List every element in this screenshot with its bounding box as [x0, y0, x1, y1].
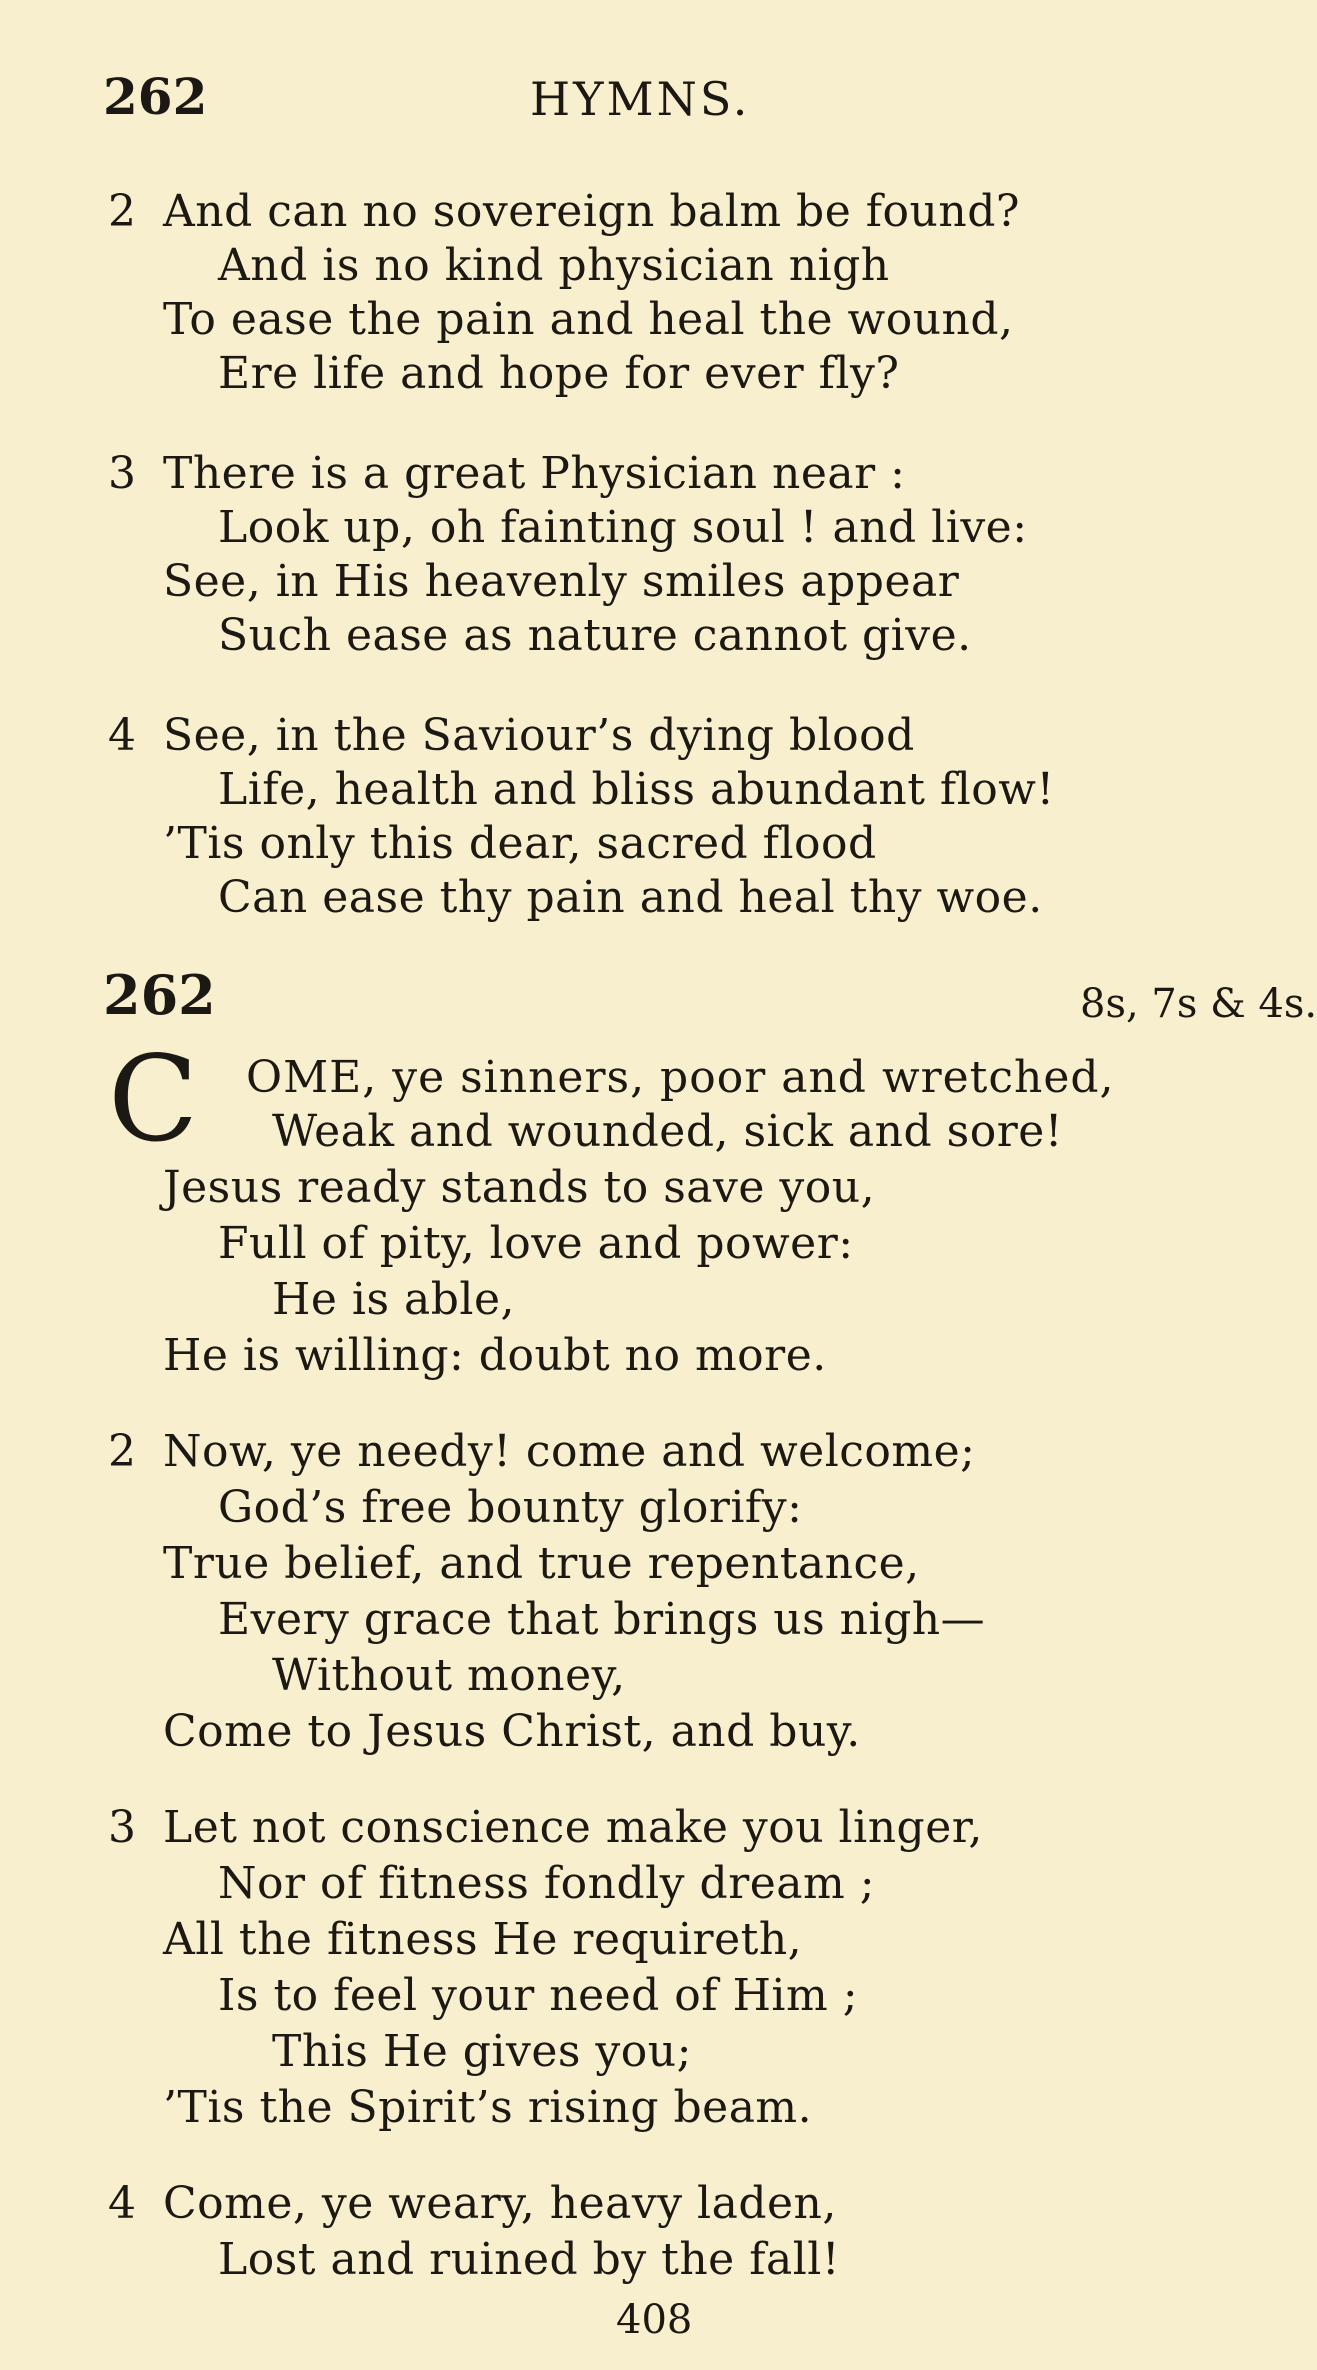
verse-line: To ease the pain and heal the wound, [163, 294, 1014, 345]
verse-line: And is no kind physician nigh [218, 240, 890, 291]
verse-line: He is able, [272, 1274, 516, 1325]
verse-line: Jesus ready stands to save you, [163, 1162, 876, 1213]
verse-line: There is a great Physician near : [163, 448, 906, 499]
verse-line: God’s free bounty glorify: [218, 1482, 803, 1533]
verse-line: He is willing: doubt no more. [163, 1330, 827, 1381]
stanza-number: 3 [108, 1802, 136, 1853]
verse-line: Is to feel your need of Him ; [218, 1970, 859, 2021]
stanza-number: 2 [108, 186, 136, 237]
verse-line: Now, ye needy! come and welcome; [163, 1426, 976, 1477]
verse-line: Life, health and bliss abundant flow! [218, 764, 1055, 815]
verse-line: Every grace that brings us nigh— [218, 1594, 986, 1645]
verse-line: And can no sovereign balm be found? [163, 186, 1020, 237]
verse-line: Lost and ruined by the fall! [218, 2234, 841, 2285]
stanza-number: 4 [108, 2178, 136, 2229]
verse-line: Come to Jesus Christ, and buy. [163, 1706, 861, 1757]
header-title: HYMNS. [530, 72, 751, 126]
hymn-number: 262 [103, 963, 216, 1027]
verse-line: Come, ye weary, heavy laden, [163, 2178, 837, 2229]
verse-line: Nor of fitness fondly dream ; [218, 1858, 876, 1909]
stanza-number: 4 [108, 710, 136, 761]
verse-line: True belief, and true repentance, [163, 1538, 920, 1589]
verse-line: Look up, oh fainting soul ! and live: [218, 502, 1028, 553]
verse-line: Weak and wounded, sick and sore! [272, 1106, 1063, 1157]
header-page-number: 262 [103, 67, 208, 126]
drop-cap: C [108, 1030, 199, 1168]
stanza-number: 2 [108, 1426, 136, 1477]
first-line: OME, ye sinners, poor and wretched, [246, 1052, 1115, 1103]
hymn-meter: 8s, 7s & 4s. [1080, 981, 1317, 1027]
verse-line: See, in His heavenly smiles appear [163, 556, 960, 607]
verse-line: This He gives you; [272, 2026, 692, 2077]
verse-line: See, in the Saviour’s dying blood [163, 710, 915, 761]
verse-line: All the fitness He requireth, [163, 1914, 803, 1965]
stanza-number: 3 [108, 448, 136, 499]
verse-line: ’Tis the Spirit’s rising beam. [163, 2082, 813, 2133]
verse-line: Ere life and hope for ever fly? [218, 348, 900, 399]
verse-line: Can ease thy pain and heal thy woe. [218, 872, 1043, 923]
verse-line: Let not conscience make you linger, [163, 1802, 983, 1853]
verse-line: Without money, [272, 1650, 626, 1701]
footer-page-number: 408 [616, 2297, 693, 2343]
verse-line: Such ease as nature cannot give. [218, 610, 972, 661]
verse-line: ’Tis only this dear, sacred flood [163, 818, 877, 869]
verse-line: Full of pity, love and power: [218, 1218, 854, 1269]
